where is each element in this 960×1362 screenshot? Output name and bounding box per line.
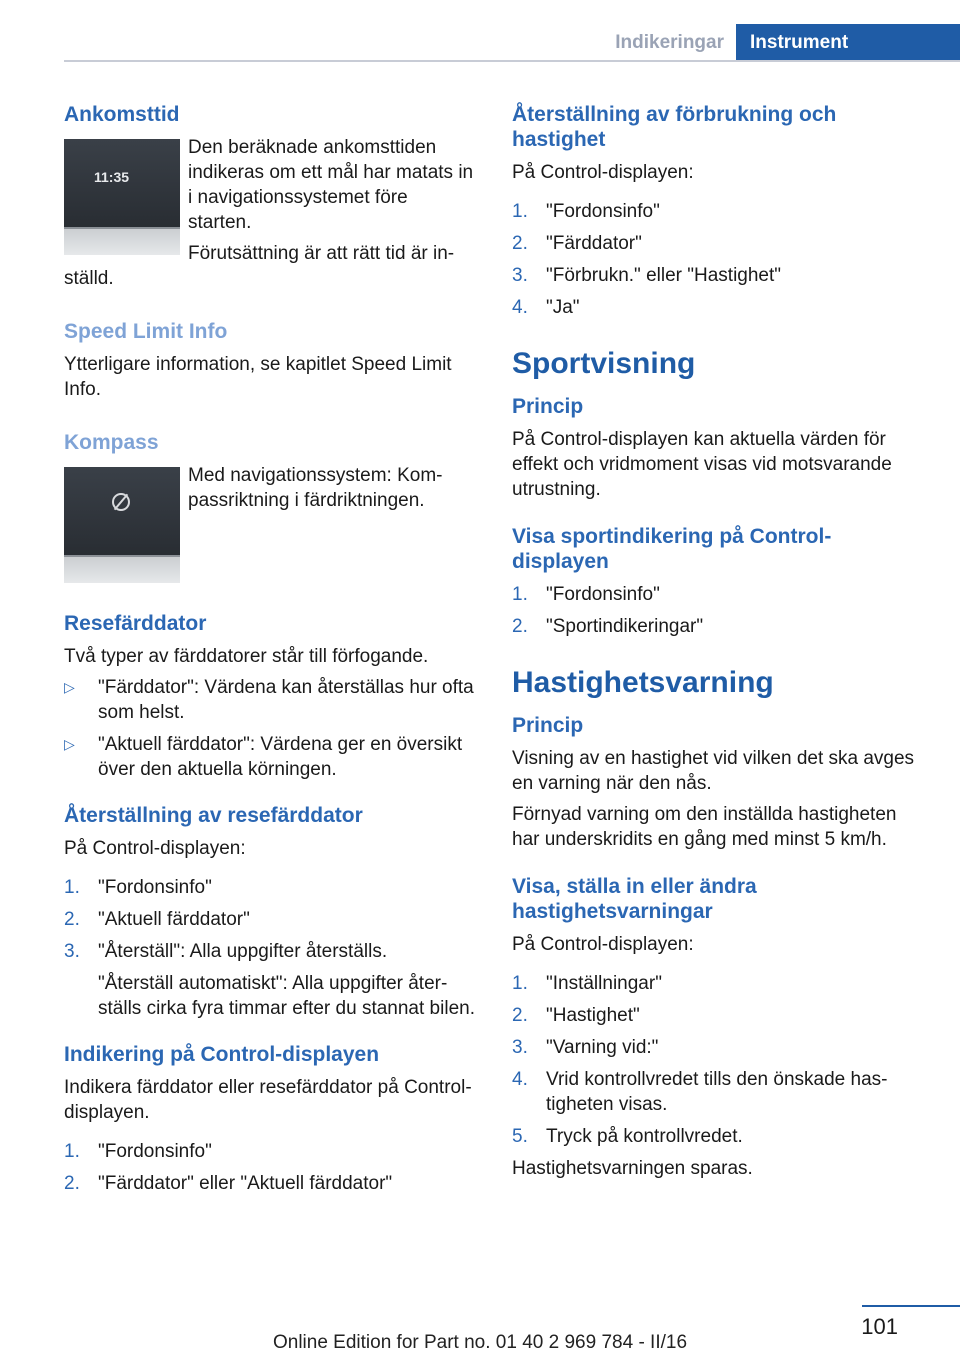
list-item: 2. "Hastighet" — [512, 1005, 640, 1026]
ankomsttid-text-2: Förutsättning är att rätt tid är inställd. — [64, 243, 455, 289]
sportvisning-princip-text: På Control-displayen kan aktuella värden för effekt och vridmoment visas vid motsvarande utrustning. — [512, 429, 892, 500]
resefarddator-bullets — [64, 675, 476, 782]
hastighetsvarning-text-1: Visning av en hastighet vid vilken det ska avges en varning när den nås. — [512, 748, 915, 794]
section-hastighetsvarning — [512, 665, 918, 1181]
kompass-heading: Kompass — [64, 431, 159, 454]
visa-hastighetsvarningar-heading: Visa, ställa in eller ändra hastighetsvarningar — [512, 875, 757, 923]
aterstallning-forbrukning-heading: Återställning av förbrukning och hastighet — [512, 103, 837, 151]
list-item: 2. "Sportindikeringar" — [512, 616, 704, 637]
section-resefarddator — [64, 611, 476, 782]
left-column — [64, 102, 476, 1203]
list-item: 2. "Färddator" eller "Aktuell färddator" — [64, 1173, 393, 1194]
list-item: 1. "Inställningar" — [512, 973, 662, 994]
list-item: 2. "Aktuell färddator" — [64, 909, 250, 930]
footer-rule — [862, 1305, 960, 1307]
list-item: 1. "Fordonsinfo" — [64, 877, 212, 898]
hastighetsvarning-heading: Hastighetsvarning — [512, 666, 774, 699]
page-header — [64, 24, 960, 62]
section-indikering-control-displayen — [64, 1042, 476, 1196]
list-item: 1. "Fordonsinfo" — [512, 201, 660, 222]
right-column — [512, 102, 918, 1187]
hastighetsvarning-text-3: På Control-displayen: — [512, 934, 694, 955]
speed-limit-heading: Speed Limit Info — [64, 320, 228, 343]
list-item: 5. Tryck på kontrollvredet. — [512, 1126, 743, 1147]
aterstallning-rese-heading: Återställning av resefärddator — [64, 804, 363, 827]
page-number: 101 — [861, 1314, 898, 1339]
hastighetsvarning-steps — [512, 971, 918, 1149]
list-item: 2. "Färddator" — [512, 233, 642, 254]
ankomsttid-text-1: Den beräknade ankomsttiden indikeras om ett mål har matats in i navigationssystemet före starten. — [188, 137, 474, 233]
ankomsttid-heading: Ankomsttid — [64, 103, 180, 126]
section-aterstallning-resefarddator — [64, 803, 476, 1021]
sportvisning-princip-heading: Princip — [512, 395, 584, 418]
aterstallning-rese-text: På Control-displayen: — [64, 838, 246, 859]
resefarddator-heading: Resefärddator — [64, 612, 207, 635]
indikering-text: Indikera färddator eller resefärddator på Control-displayen. — [64, 1077, 472, 1123]
sportvisning-steps — [512, 582, 918, 639]
indikering-heading: Indikering på Control-displayen — [64, 1043, 380, 1066]
hastighetsvarning-text-2: Förnyad varning om den inställda hastigheten har underskridits en gång med minst 5 km/h. — [512, 804, 897, 850]
sportvisning-heading: Sportvisning — [512, 347, 696, 380]
list-item: 4. "Ja" — [512, 297, 580, 318]
edition-line: Online Edition for Part no. 01 40 2 969 784 - II/16 — [272, 1332, 688, 1353]
section-speed-limit-info — [64, 319, 476, 402]
triangle-bullet-icon: ▷ — [64, 679, 75, 695]
list-item: 3. "Återställ": Alla uppgifter återställs. "Återställ automatiskt": Alla uppgifter återställs cirka fyra timmar efter du stannat bilen. — [64, 941, 475, 1019]
arrival-time-readout: 11:35 — [94, 169, 130, 185]
hastighetsvarning-princip-heading: Princip — [512, 714, 584, 737]
header-rule — [64, 60, 960, 62]
aterstallning-forbrukning-text: På Control-displayen: — [512, 162, 694, 183]
kompass-text: Med navigationssystem: Kompassriktning i färdriktningen. — [188, 465, 443, 511]
resefarddator-text: Två typer av färddatorer står till förfogande. — [64, 646, 429, 667]
aterstallning-rese-steps — [64, 875, 476, 1021]
aterstallning-forbrukning-steps — [512, 199, 918, 320]
section-aterstallning-forbrukning — [512, 102, 918, 320]
arrival-time-display-image — [64, 139, 180, 255]
header-section-label: Indikeringar — [615, 32, 724, 53]
list-item: ▷ "Aktuell färddator": Värdena ger en översikt över den aktuella körningen. — [64, 734, 463, 780]
list-item: ▷ "Färddator": Värdena kan återställas hur ofta som helst. — [64, 677, 474, 723]
list-item: 4. Vrid kontrollvredet tills den önskade hastigheten visas. — [512, 1069, 888, 1115]
triangle-bullet-icon: ▷ — [64, 736, 75, 752]
visa-sportindikering-heading: Visa sportindikering på Control-displayen — [512, 525, 832, 573]
header-chapter-tab: Instrument — [736, 24, 960, 62]
hastighetsvarning-text-4: Hastighetsvarningen sparas. — [512, 1158, 753, 1179]
speed-limit-text: Ytterligare information, se kapitlet Speed Limit Info. — [64, 354, 452, 400]
list-item: 3. "Varning vid:" — [512, 1037, 659, 1058]
section-ankomsttid — [64, 102, 476, 297]
compass-icon — [112, 493, 130, 511]
section-sportvisning — [512, 346, 918, 639]
indikering-steps — [64, 1139, 476, 1196]
section-kompass — [64, 430, 476, 589]
list-item: 1. "Fordonsinfo" — [64, 1141, 212, 1162]
list-item: 1. "Fordonsinfo" — [512, 584, 660, 605]
list-item: 3. "Förbrukn." eller "Hastighet" — [512, 265, 782, 286]
compass-display-image — [64, 467, 180, 583]
